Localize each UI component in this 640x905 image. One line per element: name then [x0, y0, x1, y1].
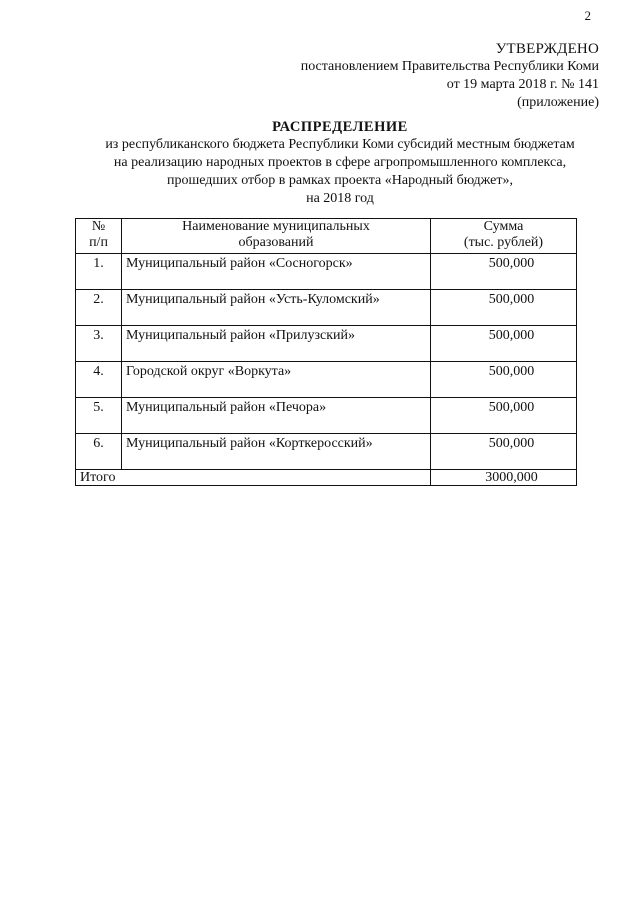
- header-name-line-1: Наименование муниципальных: [182, 219, 370, 234]
- row-sum: 500,000: [431, 290, 577, 326]
- table-row: [76, 254, 577, 290]
- row-sum: 500,000: [431, 362, 577, 398]
- row-municipality: Муниципальный район «Прилузский»: [122, 326, 431, 362]
- document-title: РАСПРЕДЕЛЕНИЕ: [272, 119, 408, 135]
- row-number: 5.: [76, 398, 122, 434]
- approval-stamp-title: УТВЕРЖДЕНО: [495, 41, 599, 57]
- header-name: [122, 219, 431, 254]
- approval-issuer: постановлением Правительства Республики Коми: [300, 59, 599, 74]
- total-label: Итого: [76, 470, 431, 486]
- row-sum: 500,000: [431, 398, 577, 434]
- table-row: [76, 398, 577, 434]
- row-sum: 500,000: [431, 254, 577, 290]
- row-number: 6.: [76, 434, 122, 470]
- document-heading: [60, 118, 620, 208]
- heading-line-1: из республиканского бюджета Республики Коми субсидий местным бюджетам: [105, 137, 575, 152]
- row-number: 1.: [76, 254, 122, 290]
- total-sum: 3000,000: [431, 470, 577, 486]
- row-municipality: Муниципальный район «Усть-Куломский»: [122, 290, 431, 326]
- row-number: 4.: [76, 362, 122, 398]
- table-row: [76, 362, 577, 398]
- table-row: [76, 290, 577, 326]
- table-row: [76, 326, 577, 362]
- header-number: [76, 219, 122, 254]
- approval-appendix: (приложение): [517, 95, 599, 110]
- distribution-table: [75, 218, 577, 486]
- header-sum-line-1: Сумма: [483, 219, 524, 234]
- row-municipality: Муниципальный район «Печора»: [122, 398, 431, 434]
- table-total-row: [76, 470, 577, 486]
- table-row: [76, 434, 577, 470]
- row-municipality: Муниципальный район «Сосногорск»: [122, 254, 431, 290]
- header-sum: [431, 219, 577, 254]
- row-municipality: Городской округ «Воркута»: [122, 362, 431, 398]
- table-header-row: [76, 219, 577, 254]
- page-number: 2: [584, 8, 591, 23]
- row-sum: 500,000: [431, 434, 577, 470]
- row-sum: 500,000: [431, 326, 577, 362]
- heading-line-2: на реализацию народных проектов в сфере агропромышленного комплекса,: [113, 155, 567, 170]
- row-municipality: Муниципальный район «Корткеросский»: [122, 434, 431, 470]
- header-number-line-2: п/п: [89, 235, 108, 250]
- row-number: 3.: [76, 326, 122, 362]
- heading-line-3: прошедших отбор в рамках проекта «Народный бюджет»,: [167, 173, 513, 188]
- header-number-line-1: №: [91, 219, 106, 234]
- heading-line-4: на 2018 год: [306, 191, 374, 206]
- approval-date: от 19 марта 2018 г. № 141: [446, 77, 599, 92]
- header-sum-line-2: (тыс. рублей): [463, 235, 544, 250]
- approval-block: [301, 40, 599, 112]
- header-name-line-2: образований: [238, 235, 314, 250]
- row-number: 2.: [76, 290, 122, 326]
